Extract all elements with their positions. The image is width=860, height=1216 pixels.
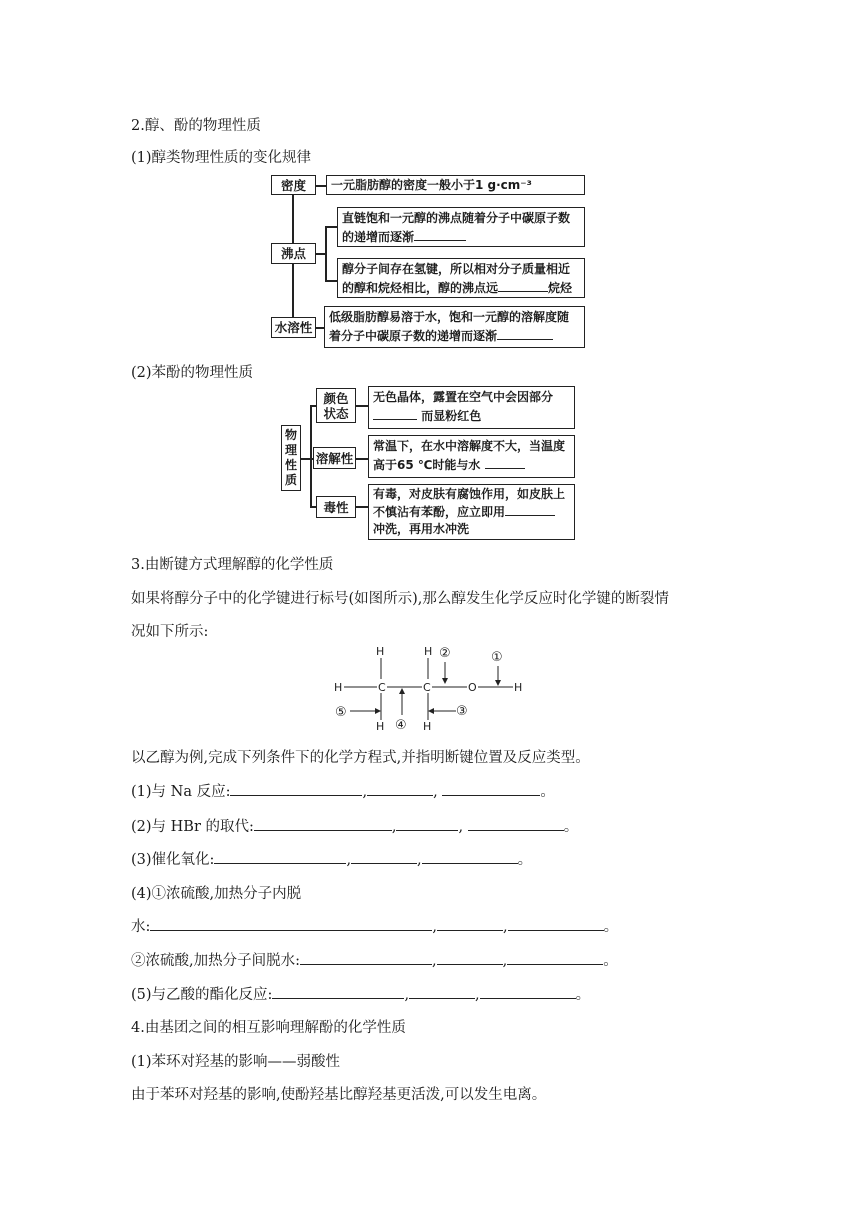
svg-text:H: H xyxy=(376,720,385,733)
paragraph-example: 以乙醇为例,完成下列条件下的化学方程式,并指明断键位置及反应类型。 xyxy=(131,750,590,766)
section-heading-4: 4.由基团之间的相互影响理解酚的化学性质 xyxy=(131,1020,406,1036)
paragraph-4: 由于苯环对羟基的影响,使酚羟基比醇羟基更活泼,可以发生电离。 xyxy=(131,1087,547,1103)
density-label: 密度 xyxy=(271,175,316,195)
svg-text:H: H xyxy=(424,645,433,658)
svg-text:④: ④ xyxy=(395,718,407,733)
toxicity-label: 毒性 xyxy=(316,496,356,518)
svg-text:O: O xyxy=(468,681,477,694)
ethanol-bond-structure xyxy=(325,640,540,736)
svg-text:C: C xyxy=(378,681,386,694)
question-4a-continued: 水: , , 。 xyxy=(131,919,619,935)
svg-text:③: ③ xyxy=(456,704,468,719)
question-4b: ②浓硫酸,加热分子间脱水: , , 。 xyxy=(131,953,618,969)
physical-properties-label: 物理性质 xyxy=(281,425,301,491)
svg-text:H: H xyxy=(423,720,432,733)
color-state-label: 颜色状态 xyxy=(316,388,356,423)
question-4a: (4)①浓硫酸,加热分子内脱 xyxy=(131,886,302,902)
paragraph-3-line-1: 如果将醇分子中的化学键进行标号(如图所示),那么醇发生化学反应时化学键的断裂情 xyxy=(131,591,669,607)
svg-text:H: H xyxy=(334,681,343,694)
subheading-phenol-properties: (2)苯酚的物理性质 xyxy=(131,365,254,381)
boiling-point-text-1: 直链饱和一元醇的沸点随着分子中碳原子数的递增而逐渐 xyxy=(337,207,585,247)
question-5: (5)与乙酸的酯化反应: , , 。 xyxy=(131,987,591,1003)
section-heading-3: 3.由断键方式理解醇的化学性质 xyxy=(131,557,334,573)
svg-text:C: C xyxy=(423,681,431,694)
paragraph-3-line-2: 况如下所示: xyxy=(131,624,209,640)
question-3: (3)催化氧化: , , 。 xyxy=(131,852,533,868)
subheading-weak-acidity: (1)苯环对羟基的影响——弱酸性 xyxy=(131,1054,341,1070)
solubility-label: 溶解性 xyxy=(313,447,356,469)
boiling-point-label: 沸点 xyxy=(271,243,316,264)
question-1: (1)与 Na 反应: , , 。 xyxy=(131,784,555,800)
density-text: 一元脂肪醇的密度一般小于1 g·cm⁻³ xyxy=(326,175,585,195)
svg-text:①: ① xyxy=(491,650,503,665)
section-heading-2: 2.醇、酚的物理性质 xyxy=(131,118,261,134)
svg-text:H: H xyxy=(514,681,523,694)
svg-text:⑤: ⑤ xyxy=(335,705,347,720)
toxicity-text: 有毒，对皮肤有腐蚀作用，如皮肤上不慎沾有苯酚，应立即用 冲洗，再用水冲洗 xyxy=(368,484,575,540)
water-solubility-text: 低级脂肪醇易溶于水，饱和一元醇的溶解度随着分子中碳原子数的递增而逐渐 xyxy=(324,306,585,348)
color-state-text: 无色晶体，露置在空气中会因部分 而显粉红色 xyxy=(368,386,575,429)
boiling-point-text-2: 醇分子间存在氢键，所以相对分子质量相近的醇和烷烃相比，醇的沸点远 烷烃 xyxy=(337,258,585,298)
svg-text:②: ② xyxy=(439,646,451,661)
water-solubility-label: 水溶性 xyxy=(271,317,316,338)
subheading-alcohol-properties: (1)醇类物理性质的变化规律 xyxy=(131,150,312,166)
solubility-text: 常温下，在水中溶解度不大，当温度高于65 ℃时能与水 xyxy=(368,435,575,478)
question-2: (2)与 HBr 的取代: , , 。 xyxy=(131,819,579,835)
svg-text:H: H xyxy=(376,645,385,658)
